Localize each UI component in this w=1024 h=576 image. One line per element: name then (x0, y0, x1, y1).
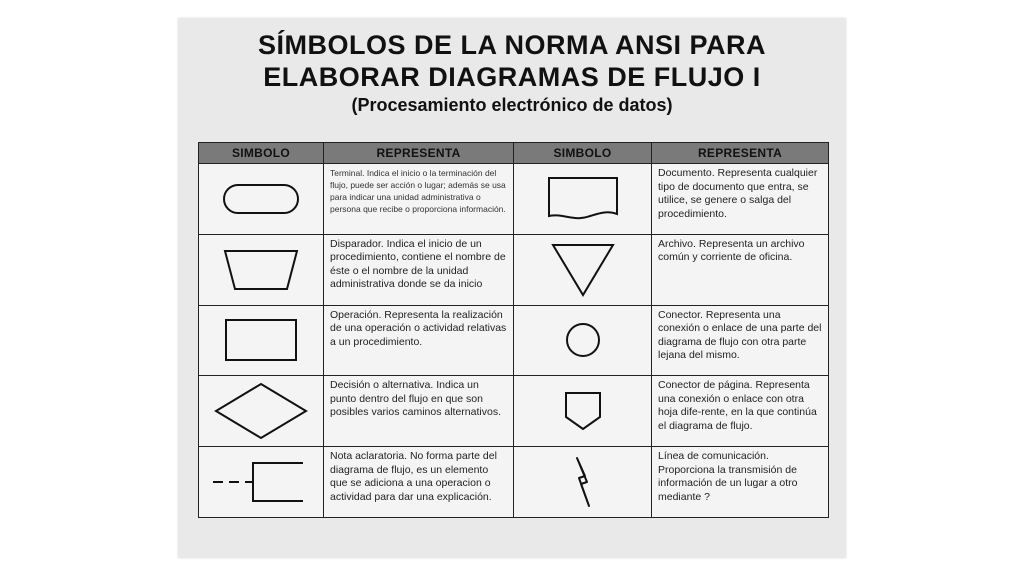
symbol-cell (514, 164, 652, 235)
header-symbol-right: SIMBOLO (514, 143, 652, 164)
connector-icon (558, 320, 608, 360)
operation-icon (221, 315, 301, 365)
symbol-cell (514, 305, 652, 376)
symbol-cell (514, 234, 652, 305)
table-row (199, 305, 829, 376)
description-cell: Conector. Representa una conexión o enlace de una parte del diagrama de flujo con otra parte lejana del mismo. (652, 305, 829, 376)
description-cell: Archivo. Representa un archivo común y corriente de oficina. (652, 234, 829, 305)
table-row (199, 164, 829, 235)
symbols-table (198, 142, 829, 518)
table-row (199, 376, 829, 447)
trigger-icon (221, 245, 301, 295)
description-cell: Operación. Representa la realización de una operación o actividad relativas a un procedimiento. (324, 305, 514, 376)
description-cell: Decisión o alternativa. Indica un punto dentro del flujo en que son posibles varios caminos alternativos. (324, 376, 514, 447)
table-row (199, 234, 829, 305)
description-cell: Disparador. Indica el inicio de un procedimiento, contiene el nombre de éste o el nombre de la unidad administrativa donde se da inicio (324, 234, 514, 305)
symbol-cell (514, 447, 652, 518)
table-row (199, 447, 829, 518)
communication-line-icon (563, 454, 603, 510)
document-icon (543, 174, 623, 224)
description-cell: Conector de página. Representa una conexión o enlace con otra hoja dife-rente, en la que continúa el diagrama de flujo. (652, 376, 829, 447)
header-represents-left: REPRESENTA (324, 143, 514, 164)
decision-icon (213, 381, 309, 441)
symbol-cell (199, 164, 324, 235)
symbol-cell (199, 305, 324, 376)
symbol-cell (199, 234, 324, 305)
title-line-1: SÍMBOLOS DE LA NORMA ANSI PARA (257, 30, 766, 60)
symbol-cell (199, 376, 324, 447)
archive-icon (543, 241, 623, 299)
subtitle: (Procesamiento electrónico de datos) (351, 95, 673, 115)
annotation-icon (211, 457, 311, 507)
terminal-icon (221, 179, 301, 219)
symbol-cell (514, 376, 652, 447)
table-header-row (199, 143, 829, 164)
description-cell: Línea de comunicación. Proporciona la transmisión de información de un lugar a otro mediante ? (652, 447, 829, 518)
page-connector-icon (558, 389, 608, 433)
title-line-2: ELABORAR DIAGRAMAS DE FLUJO I (263, 62, 761, 92)
description-cell: Documento. Representa cualquier tipo de documento que entra, se utilice, se genere o salga del procedimiento. (652, 164, 829, 235)
header-represents-right: REPRESENTA (652, 143, 829, 164)
document-sheet (178, 18, 846, 558)
header-symbol-left: SIMBOLO (199, 143, 324, 164)
description-cell: Terminal. Indica el inicio o la terminación del flujo, puede ser acción o lugar; además se usa para indicar una unidad administrativa o persona que recibe o proporciona información. (324, 164, 514, 235)
description-cell: Nota aclaratoria. No forma parte del diagrama de flujo, es un elemento que se adiciona a una operacion o actividad para dar una explicación. (324, 447, 514, 518)
symbol-cell (199, 447, 324, 518)
